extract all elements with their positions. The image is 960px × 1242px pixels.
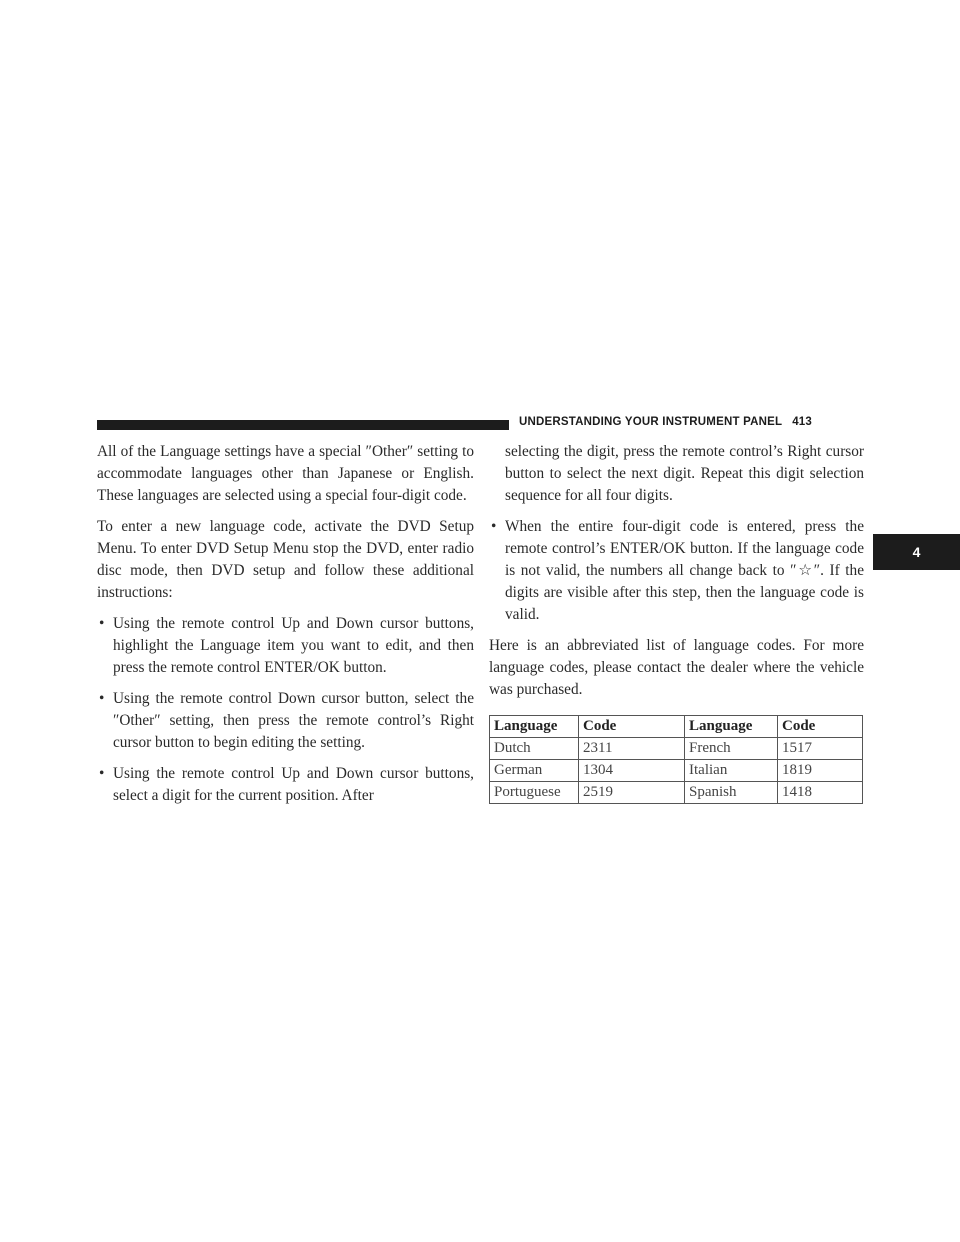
table-cell: 1819 <box>778 760 863 782</box>
list-item: • When the entire four-digit code is entered, press the remote control’s ENTER/OK button. If the language code is not valid, the numbers all change back to ″☆″. If the digits are visible after this step, then the language code is valid. <box>489 516 864 626</box>
table-cell: Italian <box>685 760 778 782</box>
language-code-table <box>489 715 863 804</box>
table-cell: Dutch <box>490 738 579 760</box>
left-column <box>97 441 474 816</box>
table-intro-paragraph: Here is an abbreviated list of language codes. For more language codes, please contact the dealer where the vehicle was purchased. <box>489 637 864 698</box>
table-header-row <box>490 716 863 738</box>
table-cell: 2519 <box>579 782 685 804</box>
table-cell: Portuguese <box>490 782 579 804</box>
page-number: 413 <box>792 416 812 428</box>
table-cell: Spanish <box>685 782 778 804</box>
instructions-paragraph: To enter a new language code, activate the DVD Setup Menu. To enter DVD Setup Menu stop the DVD, enter radio disc mode, then DVD setup and follow these additional instructions: <box>97 518 474 601</box>
header-title: UNDERSTANDING YOUR INSTRUMENT PANEL <box>519 416 783 428</box>
running-header <box>519 416 812 428</box>
table-row <box>490 782 863 804</box>
list-item: • Using the remote control Down cursor button, select the ″Other″ setting, then press the remote control’s Right cursor button to begin editing the setting. <box>97 688 474 754</box>
table-header-cell: Code <box>579 716 685 738</box>
table-cell: French <box>685 738 778 760</box>
table-cell: 1517 <box>778 738 863 760</box>
instruction-list-continued <box>489 516 864 626</box>
table-header-cell: Language <box>685 716 778 738</box>
list-item: • Using the remote control Up and Down cursor buttons, highlight the Language item you want to edit, and then press the remote control ENTER/OK button. <box>97 613 474 679</box>
table-cell: 1304 <box>579 760 685 782</box>
table-header-cell: Code <box>778 716 863 738</box>
instruction-list <box>97 613 474 807</box>
right-column <box>489 441 864 804</box>
table-cell: 2311 <box>579 738 685 760</box>
list-item-continuation: selecting the digit, press the remote control’s Right cursor button to select the next digit. Repeat this digit selection sequence for all four digits. <box>505 443 864 504</box>
intro-paragraph: All of the Language settings have a special ″Other″ setting to accommodate languages other than Japanese or English. These languages are selected using a special four-digit code. <box>97 443 474 504</box>
table-cell: German <box>490 760 579 782</box>
table-row <box>490 760 863 782</box>
header-rule <box>97 420 509 430</box>
table-cell: 1418 <box>778 782 863 804</box>
chapter-tab: 4 <box>873 534 960 570</box>
table-row <box>490 738 863 760</box>
list-item: • Using the remote control Up and Down cursor buttons, select a digit for the current position. After <box>97 763 474 807</box>
table-header-cell: Language <box>490 716 579 738</box>
